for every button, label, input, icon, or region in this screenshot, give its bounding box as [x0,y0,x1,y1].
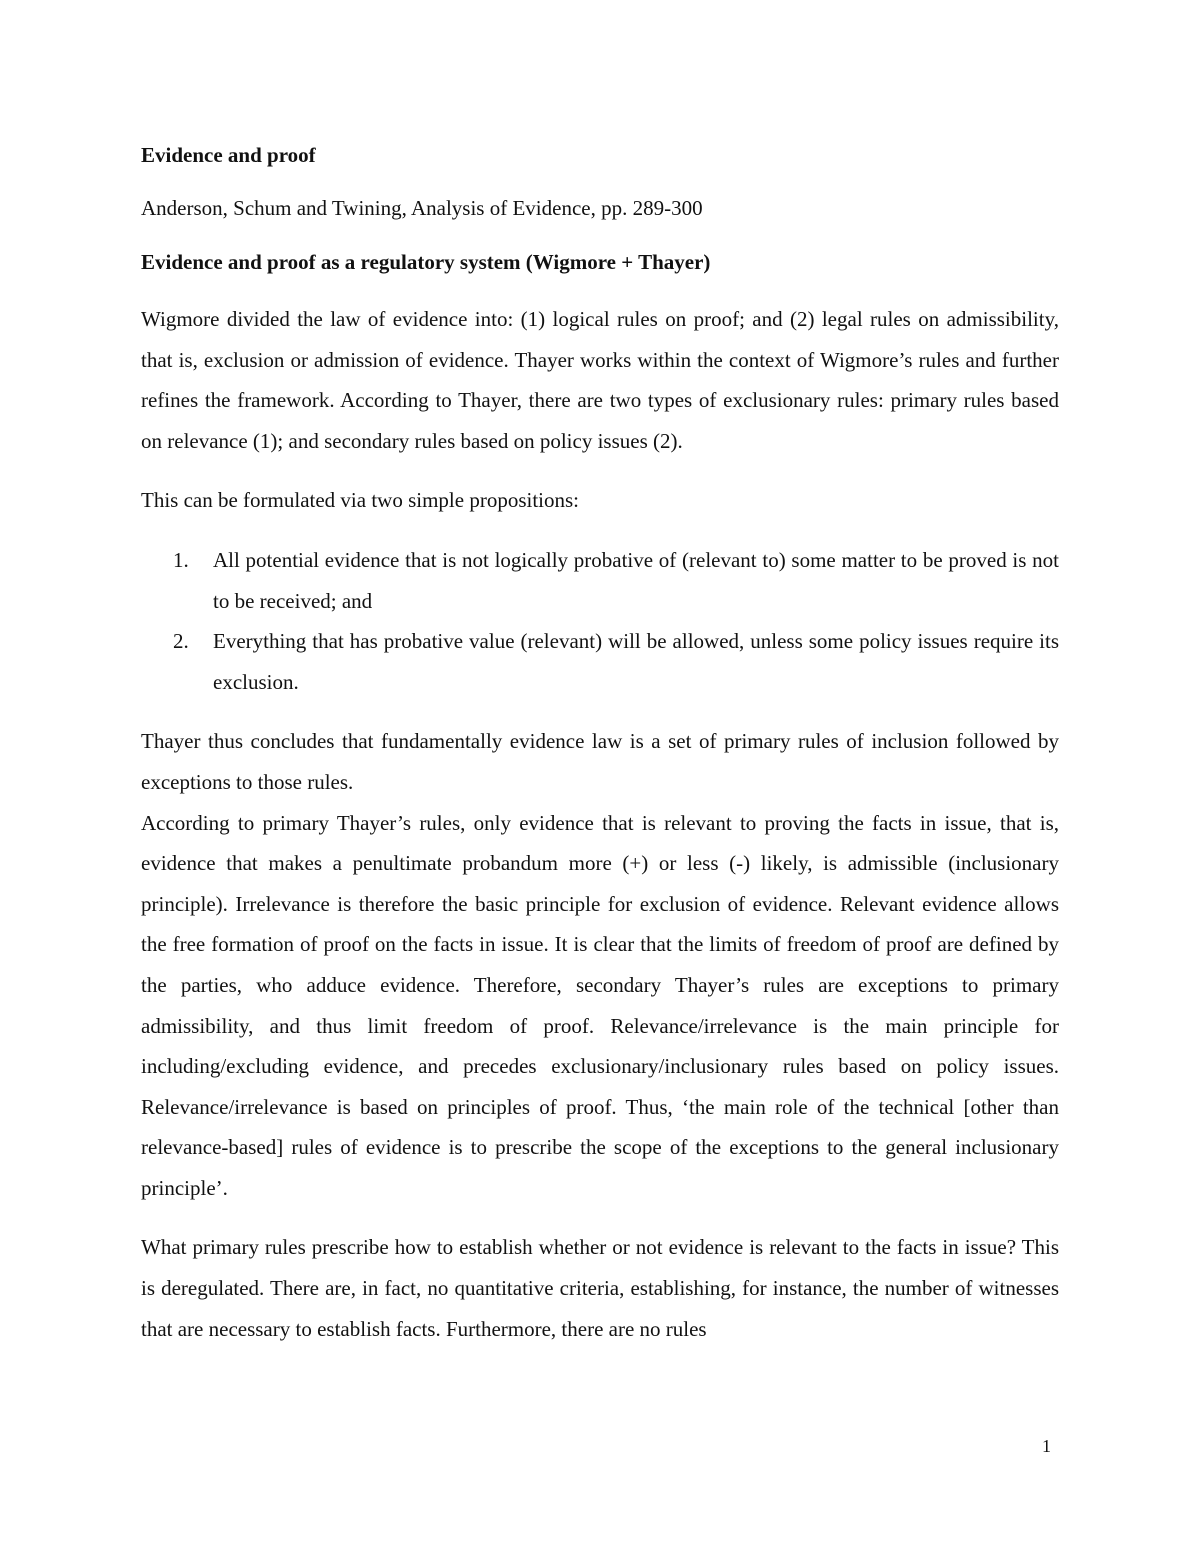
paragraph-primary-rules: According to primary Thayer’s rules, only evidence that is relevant to proving the facts in issue, that is, evidence that makes a penultimate probandum more (+) or less (-) likely, is admissible (inclusionary principle). Irrelevance is therefore the basic principle for exclusion of evidence. Relevant evidence allows the free formation of proof on the facts in issue. It is clear that the limits of freedom of proof are defined by the parties, who adduce evidence. Therefore, secondary Thayer’s rules are exceptions to primary admissibility, and thus limit freedom of proof. Relevance/irrelevance is the main principle for including/excluding evidence, and precedes exclusionary/inclusionary rules based on policy issues. Relevance/irrelevance is based on principles of proof. Thus, ‘the main role of the technical [other than relevance-based] rules of evidence is to prescribe the scope of the exceptions to the general inclusionary principle’. [141,810,1059,1200]
list-item-number: 2. [173,629,189,654]
source-citation: Anderson, Schum and Twining, Analysis of Evidence, pp. 289-300 [141,196,703,220]
list-item-number: 1. [173,547,189,572]
document-body [141,138,1059,1368]
list-item [173,621,1059,702]
list-item-text: Everything that has probative value (relevant) will be allowed, unless some policy issues require its exclusion. [213,629,1059,694]
paragraph-propositions-intro: This can be formulated via two simple propositions: [141,488,580,513]
document-title: Evidence and proof [141,143,316,167]
paragraph-wigmore-thayer: Wigmore divided the law of evidence into: (1) logical rules on proof; and (2) legal rules on admissibility, that is, exclusion or admission of evidence. Thayer works within the context of Wigmore’s rules and further refines the framework. According to Thayer, there are two types of exclusionary rules: primary rules based on relevance (1); and secondary rules based on policy issues (2). [141,307,1059,453]
section-heading: Evidence and proof as a regulatory system (Wigmore + Thayer) [141,250,711,274]
list-item [173,540,1059,621]
propositions-list [141,540,1059,702]
list-item-text: All potential evidence that is not logically probative of (relevant to) some matter to be proved is not to be received; and [213,547,1059,613]
page-number: 1 [1042,1436,1051,1456]
paragraph-thayer-conclusion: Thayer thus concludes that fundamentally evidence law is a set of primary rules of inclusion followed by exceptions to those rules. [141,729,1059,794]
paragraph-deregulated: What primary rules prescribe how to establish whether or not evidence is relevant to the facts in issue? This is deregulated. There are, in fact, no quantitative criteria, establishing, for instance, the number of witnesses that are necessary to establish facts. Furthermore, there are no rules [141,1235,1059,1341]
